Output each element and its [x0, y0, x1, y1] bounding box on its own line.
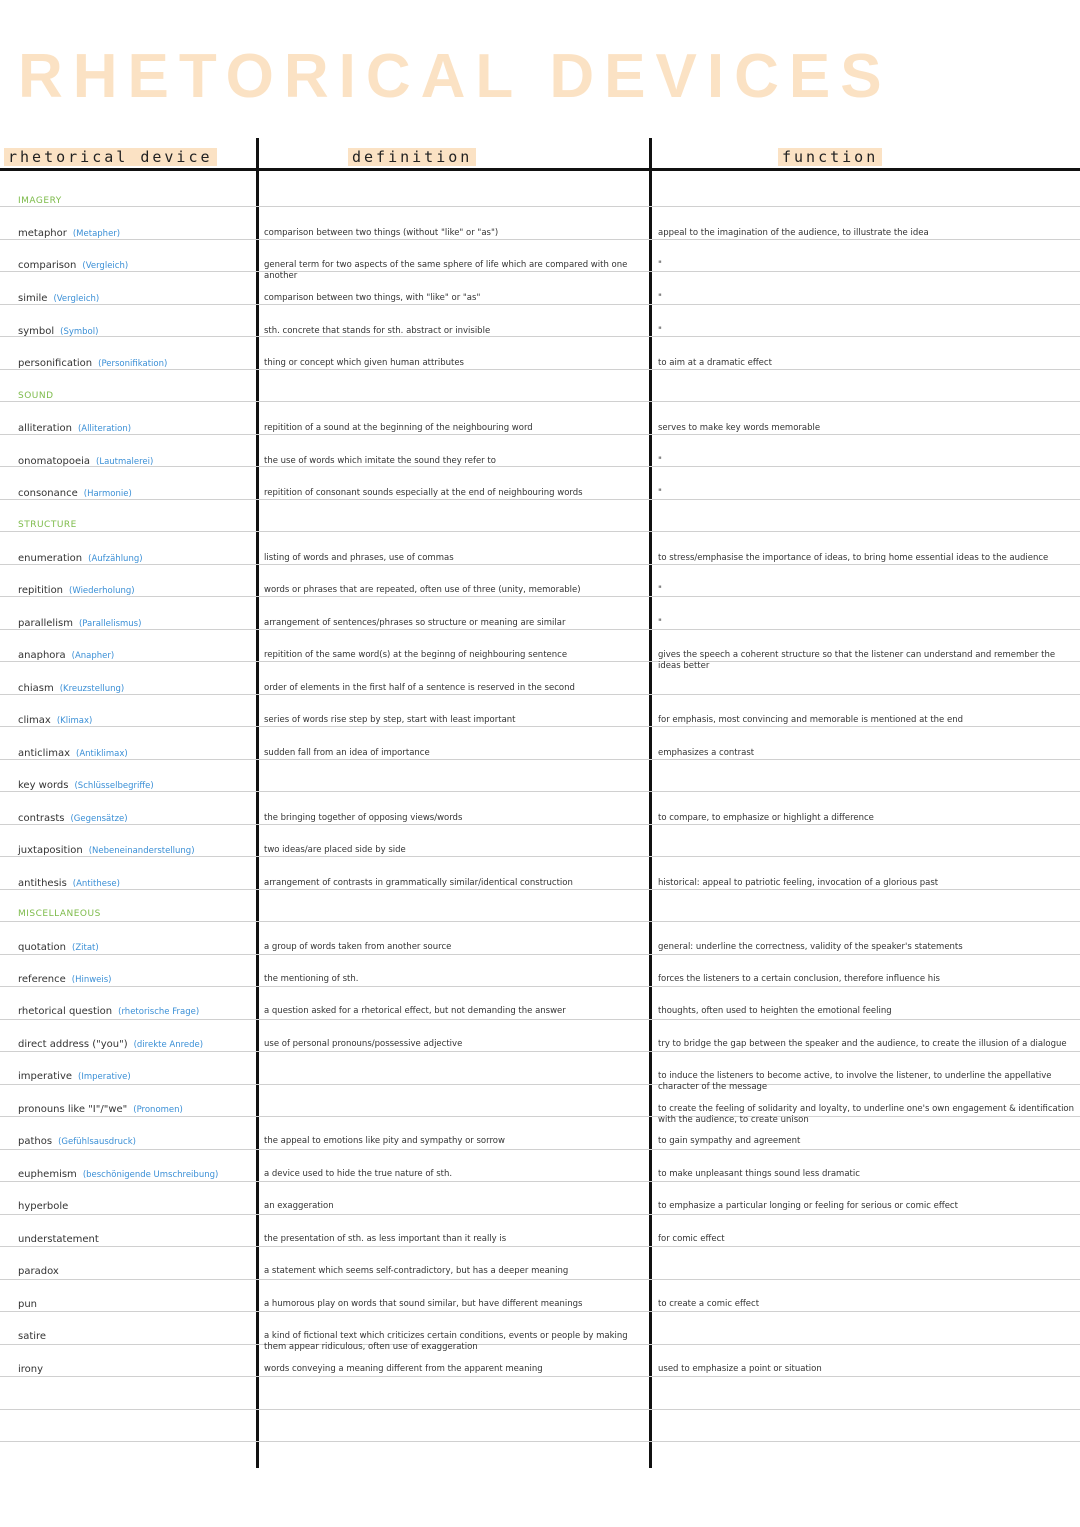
device-term: [18, 326, 98, 338]
term-translation: (direkte Anrede): [133, 1040, 204, 1050]
function-text: to emphasize a particular longing or feeling for serious or comic effect: [658, 1201, 958, 1211]
definition-text: sth. concrete that stands for sth. abstract or invisible: [264, 326, 491, 336]
term-translation: (Vergleich): [82, 261, 129, 271]
term-translation: (Anapher): [71, 651, 115, 661]
ruled-line: [0, 726, 1080, 727]
device-term: [18, 1104, 183, 1116]
term-translation: (Schlüsselbegriffe): [74, 781, 154, 791]
definition-text: general term for two aspects of the same sphere of life which are compared with one another: [264, 260, 628, 281]
definition-text: the mentioning of sth.: [264, 974, 359, 984]
term-translation: (Gefühlsausdruck): [58, 1137, 136, 1147]
device-term: [18, 845, 195, 857]
term-label: antithesis: [18, 878, 67, 889]
ruled-line: [0, 1311, 1080, 1312]
ruled-line: [0, 304, 1080, 305]
term-label: irony: [18, 1364, 44, 1375]
function-text: to induce the listeners to become active, to involve the listener, to underline the appellative character of the message: [658, 1071, 1052, 1092]
function-text: thoughts, often used to heighten the emotional feeling: [658, 1006, 892, 1016]
device-term: [18, 942, 99, 954]
device-term: [18, 1136, 136, 1148]
function-text: ": [658, 585, 662, 595]
definition-text: the presentation of sth. as less important than it really is: [264, 1234, 507, 1244]
function-text: historical: appeal to patriotic feeling, invocation of a glorious past: [658, 878, 939, 888]
term-label: symbol: [18, 326, 55, 337]
header-device: rhetorical device: [4, 148, 217, 170]
section-sound: SOUND: [18, 391, 54, 401]
term-label: personification: [18, 358, 93, 369]
function-text: for emphasis, most convincing and memorable is mentioned at the end: [658, 715, 963, 725]
section-imagery: IMAGERY: [18, 196, 62, 206]
definition-text: repitition of a sound at the beginning of the neighbouring word: [264, 423, 533, 433]
function-text: gives the speech a coherent structure so that the listener can understand and remember the ideas better: [658, 650, 1056, 671]
ruled-line: [0, 531, 1080, 532]
ruled-line: [0, 921, 1080, 922]
function-text: to aim at a dramatic effect: [658, 358, 772, 368]
term-label: chiasm: [18, 683, 54, 694]
term-translation: (Hinweis): [71, 975, 112, 985]
function-text: emphasizes a contrast: [658, 748, 755, 758]
function-text: general: underline the correctness, validity of the speaker's statements: [658, 942, 963, 952]
term-label: paradox: [18, 1266, 59, 1277]
device-term: [18, 585, 135, 597]
term-translation: (Metapher): [72, 229, 121, 239]
definition-text: sudden fall from an idea of importance: [264, 748, 430, 758]
ruled-line: [0, 1246, 1080, 1247]
definition-text: a question asked for a rhetorical effect, but not demanding the answer: [264, 1006, 566, 1016]
term-label: euphemism: [18, 1169, 77, 1180]
term-label: rhetorical question: [18, 1006, 113, 1017]
ruled-line: [0, 239, 1080, 240]
device-term: [18, 553, 143, 565]
ruled-line: [0, 564, 1080, 565]
header-rule: [0, 168, 1080, 171]
term-translation: (Kreuzstellung): [59, 684, 125, 694]
term-label: parallelism: [18, 618, 73, 629]
ruled-line: [0, 1181, 1080, 1182]
term-translation: (Aufzählung): [88, 554, 143, 564]
definition-text: a group of words taken from another source: [264, 942, 452, 952]
term-label: onomatopoeia: [18, 456, 91, 467]
function-text: forces the listeners to a certain conclusion, therefore influence his: [658, 974, 940, 984]
definition-text: the bringing together of opposing views/words: [264, 813, 463, 823]
device-term: [18, 358, 167, 370]
definition-text: use of personal pronouns/possessive adjective: [264, 1039, 463, 1049]
device-term: [18, 488, 132, 500]
device-term: [18, 878, 120, 890]
function-text: to make unpleasant things sound less dramatic: [658, 1169, 860, 1179]
ruled-line: [0, 1409, 1080, 1410]
ruled-line: [0, 954, 1080, 955]
ruled-line: [0, 1214, 1080, 1215]
term-label: alliteration: [18, 423, 72, 434]
term-translation: (Zitat): [72, 943, 99, 953]
device-term: [18, 780, 154, 792]
device-term: [18, 456, 153, 468]
term-translation: (Wiederholung): [69, 586, 135, 596]
device-term: [18, 683, 124, 695]
section-miscellaneous: MISCELLANEOUS: [18, 909, 101, 919]
term-translation: (Lautmalerei): [96, 457, 154, 467]
definition-text: repitition of the same word(s) at the beginng of neighbouring sentence: [264, 650, 568, 660]
definition-text: a device used to hide the true nature of sth.: [264, 1169, 453, 1179]
device-term: [18, 974, 112, 986]
term-label: climax: [18, 715, 51, 726]
device-term: [18, 1006, 199, 1018]
device-term: [18, 715, 92, 727]
definition-text: a statement which seems self-contradictory, but has a deeper meaning: [264, 1266, 569, 1276]
device-term: [18, 1234, 99, 1245]
term-translation: (Gegensätze): [70, 814, 128, 824]
term-label: understatement: [18, 1234, 99, 1245]
function-text: to create a comic effect: [658, 1299, 760, 1309]
function-text: ": [658, 618, 662, 628]
term-translation: (Imperative): [78, 1072, 131, 1082]
function-text: for comic effect: [658, 1234, 725, 1244]
term-label: contrasts: [18, 813, 65, 824]
term-label: reference: [18, 974, 66, 985]
function-text: to stress/emphasise the importance of ideas, to bring home essential ideas to the audience: [658, 553, 1049, 563]
term-label: satire: [18, 1331, 47, 1342]
ruled-line: [0, 1149, 1080, 1150]
term-translation: (Harmonie): [83, 489, 132, 499]
ruled-line: [0, 986, 1080, 987]
function-text: used to emphasize a point or situation: [658, 1364, 822, 1374]
term-translation: (Pronomen): [133, 1105, 183, 1115]
term-translation: (Nebeneinanderstellung): [88, 846, 195, 856]
ruled-line: [0, 401, 1080, 402]
definition-text: the use of words which imitate the sound they refer to: [264, 456, 496, 466]
function-text: to gain sympathy and agreement: [658, 1136, 801, 1146]
term-label: anaphora: [18, 650, 66, 661]
term-label: key words: [18, 780, 69, 791]
column-divider-2: [649, 138, 652, 1468]
device-term: [18, 813, 128, 825]
ruled-line: [0, 791, 1080, 792]
ruled-line: [0, 1376, 1080, 1377]
term-label: pronouns like "I"/"we": [18, 1104, 128, 1115]
term-label: metaphor: [18, 228, 67, 239]
definition-text: comparison between two things (without "like" or "as"): [264, 228, 499, 238]
term-translation: (Alliteration): [77, 424, 132, 434]
definition-text: words conveying a meaning different from the apparent meaning: [264, 1364, 543, 1374]
ruled-line: [0, 889, 1080, 890]
definition-text: an exaggeration: [264, 1201, 334, 1211]
device-term: [18, 293, 99, 305]
definition-text: a humorous play on words that sound similar, but have different meanings: [264, 1299, 583, 1309]
definition-text: order of elements in the first half of a sentence is reserved in the second: [264, 683, 575, 693]
term-translation: (Klimax): [56, 716, 93, 726]
ruled-line: [0, 499, 1080, 500]
term-translation: (Symbol): [60, 327, 99, 337]
function-text: ": [658, 293, 662, 303]
term-label: hyperbole: [18, 1201, 69, 1212]
term-translation: (Antithese): [72, 879, 120, 889]
device-term: [18, 260, 128, 272]
function-text: ": [658, 488, 662, 498]
term-label: pathos: [18, 1136, 53, 1147]
ruled-line: [0, 434, 1080, 435]
device-term: [18, 1071, 131, 1083]
header-function: function: [778, 148, 882, 170]
term-label: direct address ("you"): [18, 1039, 128, 1050]
term-translation: (Parallelismus): [78, 619, 142, 629]
device-term: [18, 1299, 37, 1310]
device-term: [18, 650, 114, 662]
function-text: to create the feeling of solidarity and loyalty, to underline one's own engagement & identification with the audience, to create unison: [658, 1104, 1075, 1125]
section-structure: STRUCTURE: [18, 520, 77, 530]
function-text: ": [658, 326, 662, 336]
device-term: [18, 1201, 68, 1212]
definition-text: the appeal to emotions like pity and sympathy or sorrow: [264, 1136, 505, 1146]
term-label: juxtaposition: [18, 845, 83, 856]
ruled-line: [0, 1051, 1080, 1052]
ruled-line: [0, 759, 1080, 760]
ruled-line: [0, 1279, 1080, 1280]
term-translation: (beschönigende Umschreibung): [82, 1170, 219, 1180]
function-text: ": [658, 456, 662, 466]
device-term: [18, 1266, 59, 1277]
device-term: [18, 748, 128, 760]
term-translation: (Antiklimax): [76, 749, 128, 759]
term-label: anticlimax: [18, 748, 71, 759]
page-title: RHETORICAL DEVICES: [18, 42, 892, 111]
definition-text: listing of words and phrases, use of commas: [264, 553, 454, 563]
definition-text: a kind of fictional text which criticizes certain conditions, events or people by making them appear ridiculous, often use of exaggeration: [264, 1331, 628, 1352]
device-term: [18, 1169, 218, 1181]
header-definition: definition: [348, 148, 476, 170]
ruled-line: [0, 629, 1080, 630]
term-label: comparison: [18, 260, 77, 271]
definition-text: arrangement of contrasts in grammatically similar/identical construction: [264, 878, 573, 888]
column-divider-1: [256, 138, 259, 1468]
definition-text: two ideas/are placed side by side: [264, 845, 406, 855]
term-translation: (rhetorische Frage): [118, 1007, 200, 1017]
function-text: serves to make key words memorable: [658, 423, 821, 433]
term-label: simile: [18, 293, 48, 304]
definition-text: comparison between two things, with "like" or "as": [264, 293, 481, 303]
device-term: [18, 1039, 203, 1051]
function-text: to compare, to emphasize or highlight a difference: [658, 813, 874, 823]
term-translation: (Vergleich): [53, 294, 100, 304]
device-term: [18, 1331, 46, 1342]
device-term: [18, 1364, 43, 1375]
function-text: try to bridge the gap between the speaker and the audience, to create the illusion of a dialogue: [658, 1039, 1067, 1049]
ruled-line: [0, 1019, 1080, 1020]
term-label: enumeration: [18, 553, 83, 564]
ruled-line: [0, 206, 1080, 207]
ruled-line: [0, 596, 1080, 597]
ruled-line: [0, 1441, 1080, 1442]
device-term: [18, 228, 120, 240]
term-translation: (Personifikation): [98, 359, 168, 369]
term-label: imperative: [18, 1071, 73, 1082]
device-term: [18, 423, 131, 435]
term-label: repitition: [18, 585, 64, 596]
definition-text: words or phrases that are repeated, often use of three (unity, memorable): [264, 585, 581, 595]
ruled-line: [0, 824, 1080, 825]
ruled-line: [0, 694, 1080, 695]
device-term: [18, 618, 141, 630]
term-label: consonance: [18, 488, 78, 499]
term-label: quotation: [18, 942, 67, 953]
definition-text: arrangement of sentences/phrases so structure or meaning are similar: [264, 618, 566, 628]
function-text: appeal to the imagination of the audience, to illustrate the idea: [658, 228, 929, 238]
term-label: pun: [18, 1299, 38, 1310]
function-text: ": [658, 260, 662, 270]
definition-text: repitition of consonant sounds especially at the end of neighbouring words: [264, 488, 583, 498]
definition-text: series of words rise step by step, start with least important: [264, 715, 516, 725]
definition-text: thing or concept which given human attributes: [264, 358, 464, 368]
